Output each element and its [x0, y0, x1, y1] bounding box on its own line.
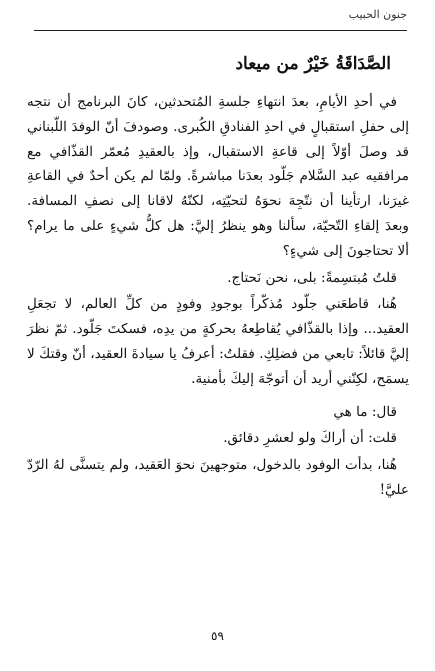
paragraph: في أحدِ الأيامِ، بعدَ انتهاءِ جلسةِ المُتحدثين، كانَ البرنامج أن نتجه إلى حفلِ استقبالٍ في احدِ الفنادقِ الكُبرى. وصودفَ أنّ الوفدَ اللّبناني قد وصلَ أوّلاً إلى قاعةِ الاستقبال، وإذ بالعقيدِ مُعمّر القذّافي مع مرافقيه عبد السَّلام جَلّود بعدَنا مباشرةً. ولمّا لم يكن أحدٌ في القاعةِ غيرَنا، ارتأينا أن نتّجِهَ نحوَهُ لتحيّتِه، لكنّهُ لاقانا إلى نصفِ المسافة. وبعدَ إلقاءِ التّحيّة، سألنا وهو ينظرُ إليَّ: هل كلُّ شيءٍ على ما يرام؟ ألا تحتاجونَ إلى شيءٍ؟ [27, 94, 409, 259]
running-header: جنون الحبيب [348, 8, 407, 21]
paragraph: قلت: أن أراكَ ولو لعشرِ دقائق. [223, 430, 397, 447]
paragraph: قال: ما هي [333, 403, 397, 420]
page-number: ٥٩ [211, 629, 224, 643]
body-text [27, 90, 409, 503]
section-title: الصَّدَاقَةُ خَيْرٌ من ميعاد [235, 54, 391, 74]
paragraph: هُنا، بدأت الوفود بالدخول، متوجهينَ نحوَ العَقيد، ولم يتسنَّى لهُ الرّدّ عليَّ! [27, 457, 409, 498]
header-rule [34, 30, 407, 31]
paragraph: قلتُ مُبتسِمةً: بلى، نحن نَحتاج. [227, 269, 397, 286]
paragraph: هُنا، قاطعَني جلّود مُذكّراً بوجودِ وفودٍ من كلِّ العالم، لا تجعَلِ العقيد... وإذا بالقذّافي يُقاطِعهُ بحركةٍ من يدِه، فسكتَ جَلّود. ثمّ نظرَ إليَّ قائلاً: تابعي من فضلِكِ. فقلتُ: أعرفُ يا سيادةَ العقيد، أنّ وقتكَ لا يسمَح، لكِنّني أريد أن أتوجّهَ إليكَ بأمنية. [27, 296, 409, 387]
